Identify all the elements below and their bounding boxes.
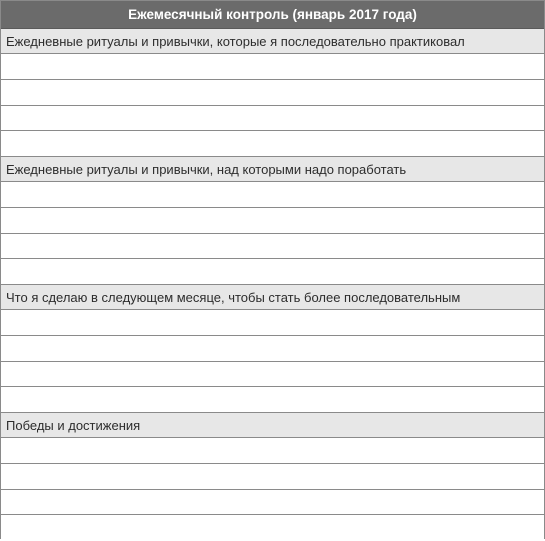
form-title: Ежемесячный контроль (январь 2017 года) — [1, 1, 544, 29]
section-habits-to-improve — [1, 157, 544, 285]
writing-line[interactable] — [1, 490, 544, 516]
writing-line[interactable] — [1, 54, 544, 80]
section-header: Ежедневные ритуалы и привычки, над которыми надо поработать — [1, 157, 544, 182]
writing-line[interactable] — [1, 131, 544, 157]
writing-line[interactable] — [1, 106, 544, 132]
section-header: Победы и достижения — [1, 413, 544, 438]
writing-line[interactable] — [1, 515, 544, 541]
writing-line[interactable] — [1, 234, 544, 260]
writing-line[interactable] — [1, 438, 544, 464]
writing-line[interactable] — [1, 362, 544, 388]
writing-line[interactable] — [1, 208, 544, 234]
writing-line[interactable] — [1, 464, 544, 490]
writing-line[interactable] — [1, 259, 544, 285]
writing-line[interactable] — [1, 310, 544, 336]
writing-line[interactable] — [1, 336, 544, 362]
writing-line[interactable] — [1, 80, 544, 106]
writing-line[interactable] — [1, 182, 544, 208]
writing-line[interactable] — [1, 387, 544, 413]
section-next-month-plan — [1, 285, 544, 413]
section-wins-and-achievements — [1, 413, 544, 541]
section-header: Ежедневные ритуалы и привычки, которые я последовательно практиковал — [1, 29, 544, 54]
section-consistent-habits — [1, 29, 544, 157]
section-header: Что я сделаю в следующем месяце, чтобы стать более последовательным — [1, 285, 544, 310]
